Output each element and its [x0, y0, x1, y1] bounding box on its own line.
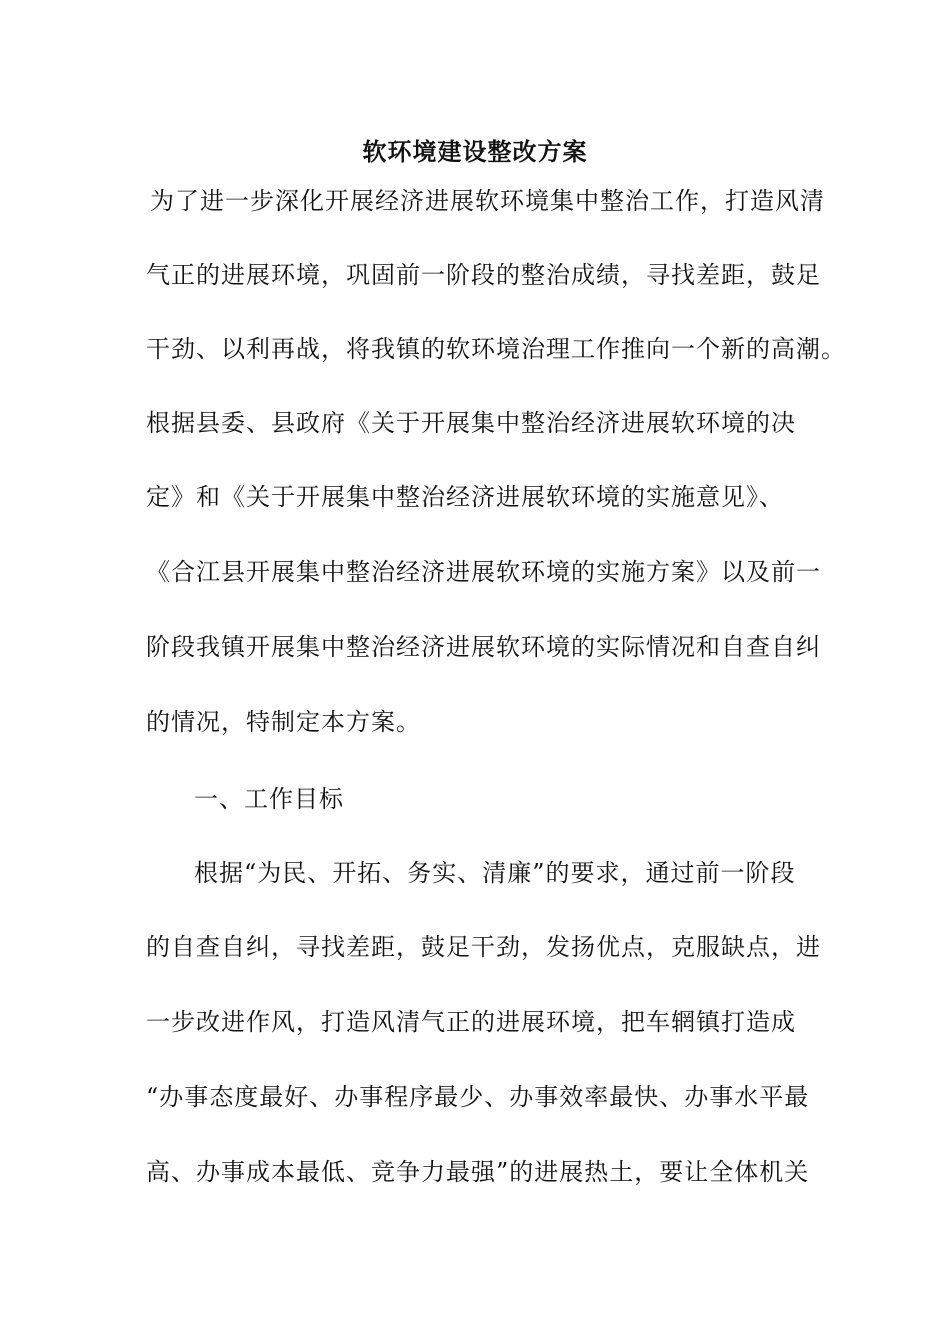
- paragraph-line: 的情况，特制定本方案。: [146, 708, 421, 736]
- paragraph-line: 的自查自纠，寻找差距，鼓足干劲，发扬优点，克服缺点，进: [146, 933, 821, 961]
- paragraph-line: 气正的进展环境，巩固前一阶段的整治成绩，寻找差距，鼓足: [146, 261, 821, 289]
- paragraph-line: 阶段我镇开展集中整治经济进展软环境的实际情况和自查自纠: [146, 633, 821, 661]
- paragraph-line: 定》和《关于开展集中整治经济进展软环境的实施意见》、: [146, 483, 784, 511]
- section-heading: 一、工作目标: [194, 785, 344, 813]
- paragraph-line: 高、办事成本最低、竞争力最强”的进展热土，要让全体机关: [146, 1158, 810, 1186]
- paragraph-line: 为了进一步深化开展经济进展软环境集中整治工作，打造风清: [150, 187, 825, 215]
- paragraph-line: 《合江县开展集中整治经济进展软环境的实施方案》以及前一: [146, 558, 821, 586]
- paragraph-line: 根据“为民、开拓、务实、清廉”的要求，通过前一阶段: [194, 859, 796, 887]
- paragraph-line: “办事态度最好、办事程序最少、办事效率最快、办事水平最: [146, 1083, 810, 1111]
- document-title: 软环境建设整改方案: [362, 137, 588, 166]
- paragraph-line: 根据县委、县政府《关于开展集中整治经济进展软环境的决: [146, 409, 796, 437]
- paragraph-line: 一步改进作风，打造风清气正的进展环境，把车辋镇打造成: [146, 1008, 796, 1036]
- paragraph-line: 干劲、以利再战，将我镇的软环境治理工作推向一个新的高潮。: [146, 335, 846, 363]
